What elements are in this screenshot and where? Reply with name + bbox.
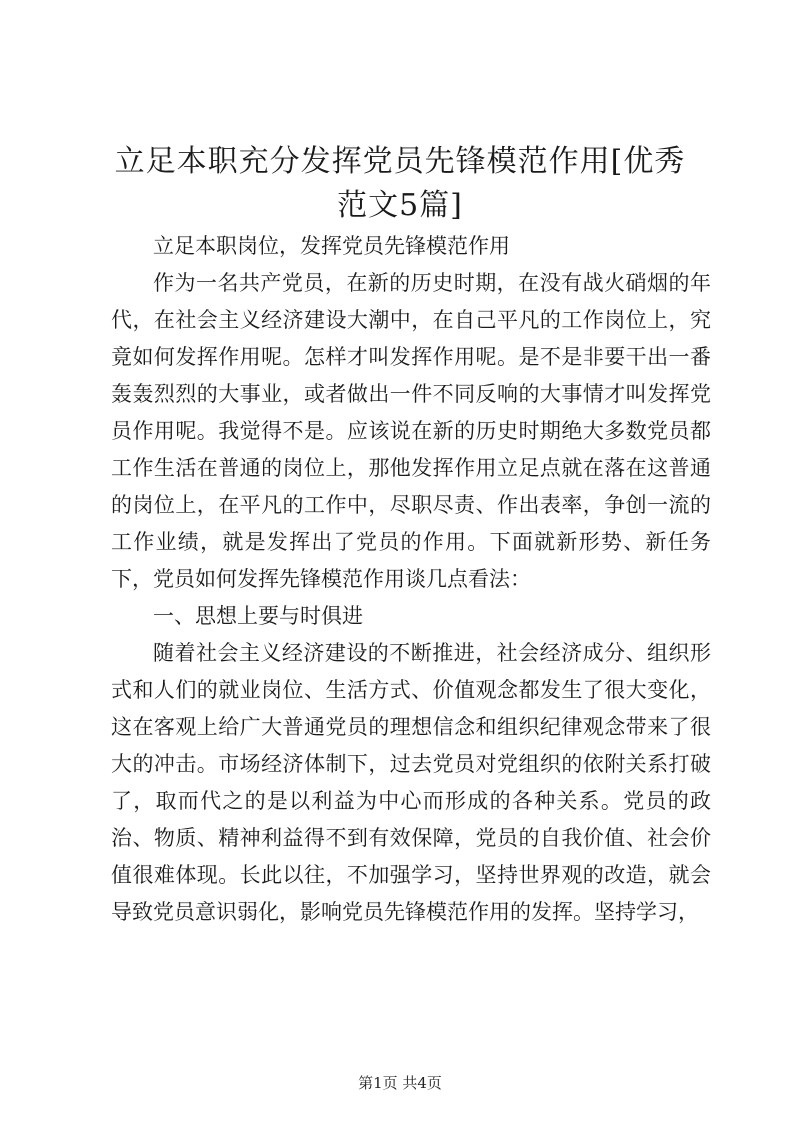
page-footer: 第1页 共4页 xyxy=(358,1074,442,1092)
document-title: 立足本职充分发挥党员先锋模范作用[优秀范文5篇] xyxy=(114,144,686,223)
paragraph-subtitle: 立足本职岗位，发挥党员先锋模范作用 xyxy=(153,234,510,258)
paragraph-section-1: 随着社会主义经济建设的不断推进，社会经济成分、组织形式和人们的就业岗位、生活方式、价值观念都发生了很大变化，这在客观上给广大普通党员的理想信念和组织纪律观念带来了很大的冲击。市场经济体制下，过去党员对党组织的依附关系打破了，取而代之的是以利益为中心而形成的各种关系。党员的政治、物质、精神利益得不到有效保障，党员的自我价值、社会价值很难体现。长此以往，不加强学习，坚持世界观的改造，就会导致党员意识弱化，影响党员先锋模范作用的发挥。坚持学习， xyxy=(111,641,711,924)
section-heading-1: 一、思想上要与时俱进 xyxy=(153,604,363,628)
document-body xyxy=(111,228,711,931)
paragraph-intro: 作为一名共产党员，在新的历史时期，在没有战火硝烟的年代，在社会主义经济建设大潮中，在自己平凡的工作岗位上，究竟如何发挥作用呢。怎样才叫发挥作用呢。是不是非要干出一番轰轰烈烈的大事业，或者做出一件不同反响的大事情才叫发挥党员作用呢。我觉得不是。应该说在新的历史时期绝大多数党员都工作生活在普通的岗位上，那他发挥作用立足点就在落在这普通的岗位上，在平凡的工作中，尽职尽责、作出表率，争创一流的工作业绩，就是发挥出了党员的作用。下面就新形势、新任务下，党员如何发挥先锋模范作用谈几点看法： xyxy=(111,271,711,591)
